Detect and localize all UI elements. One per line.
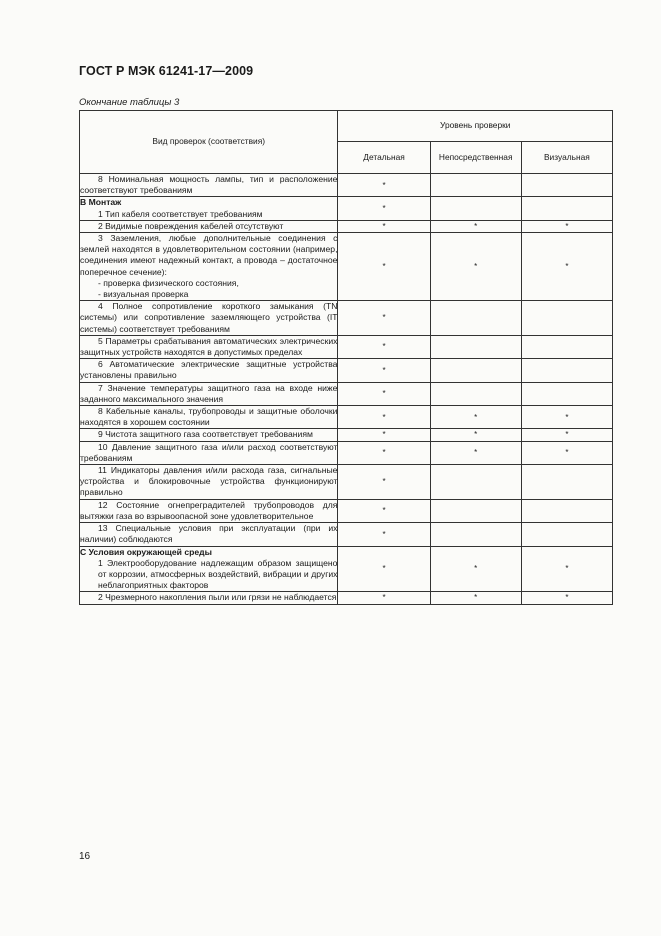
check-text: 7 Значение температуры защитного газа на входе ниже заданного максимального значения xyxy=(80,382,338,404)
table-row xyxy=(80,592,613,604)
mark-visual xyxy=(521,523,612,546)
section-heading: C Условия окружающей среды xyxy=(80,546,212,557)
mark-visual xyxy=(521,359,612,382)
mark-detailed: * xyxy=(338,441,430,464)
table-row xyxy=(80,233,613,301)
mark-detailed: * xyxy=(338,523,430,546)
mark-visual xyxy=(521,335,612,358)
mark-direct xyxy=(430,197,521,220)
check-subitem: - визуальная проверка xyxy=(98,289,189,300)
check-description xyxy=(80,499,338,522)
mark-visual xyxy=(521,382,612,405)
mark-direct xyxy=(430,523,521,546)
check-description xyxy=(80,406,338,429)
check-description xyxy=(80,220,338,232)
check-text: 1 Тип кабеля соответствует требованиям xyxy=(98,208,263,219)
table-row xyxy=(80,335,613,358)
check-text: 6 Автоматические электрические защитные устройства установлены правильно xyxy=(80,359,338,381)
check-description xyxy=(80,197,338,220)
check-description xyxy=(80,233,338,301)
check-text: 8 Кабельные каналы, трубопроводы и защитные оболочки находятся в хорошем состоянии xyxy=(80,406,338,428)
check-text: 3 Заземления, любые дополнительные соединения с землей находятся в удовлетворительном состоянии (например, соединения имеют надежный контакт, а провода – достаточное поперечное сечение): xyxy=(80,233,338,277)
mark-direct: * xyxy=(430,592,521,604)
mark-direct: * xyxy=(430,429,521,441)
column-header-level: Уровень проверки xyxy=(338,111,613,142)
check-description xyxy=(80,429,338,441)
mark-direct: * xyxy=(430,406,521,429)
check-description xyxy=(80,359,338,382)
mark-detailed: * xyxy=(338,197,430,220)
mark-direct xyxy=(430,382,521,405)
table-row xyxy=(80,220,613,232)
mark-detailed: * xyxy=(338,592,430,604)
table-row xyxy=(80,546,613,592)
mark-detailed: * xyxy=(338,499,430,522)
mark-detailed: * xyxy=(338,546,430,592)
check-description xyxy=(80,465,338,500)
mark-detailed: * xyxy=(338,233,430,301)
mark-direct xyxy=(430,335,521,358)
mark-detailed: * xyxy=(338,335,430,358)
mark-detailed: * xyxy=(338,174,430,197)
column-header-direct: Непосредственная xyxy=(430,142,521,174)
table-body xyxy=(80,174,613,605)
mark-detailed: * xyxy=(338,220,430,232)
table-caption: Окончание таблицы 3 xyxy=(79,97,180,108)
mark-visual xyxy=(521,499,612,522)
check-text: 10 Давление защитного газа и/или расход соответствуют требованиям xyxy=(80,441,338,463)
table-row xyxy=(80,197,613,220)
mark-visual: * xyxy=(521,429,612,441)
mark-direct: * xyxy=(430,441,521,464)
mark-visual xyxy=(521,197,612,220)
check-description xyxy=(80,592,338,604)
table-row xyxy=(80,465,613,500)
check-description xyxy=(80,523,338,546)
check-description xyxy=(80,174,338,197)
column-header-visual: Визуальная xyxy=(521,142,612,174)
check-text: 2 Видимые повреждения кабелей отсутствуют xyxy=(98,220,284,231)
mark-direct: * xyxy=(430,220,521,232)
table-row xyxy=(80,523,613,546)
table-row xyxy=(80,499,613,522)
check-text: 1 Электрооборудование надлежащим образом защищено от коррозии, атмосферных воздействий, вибрации и других неблагоприятных факторов xyxy=(98,557,338,591)
mark-direct xyxy=(430,359,521,382)
mark-visual: * xyxy=(521,441,612,464)
mark-direct xyxy=(430,174,521,197)
mark-detailed: * xyxy=(338,382,430,405)
table-row xyxy=(80,382,613,405)
mark-visual: * xyxy=(521,592,612,604)
check-subitem: - проверка физического состояния, xyxy=(98,277,239,288)
mark-detailed: * xyxy=(338,301,430,336)
check-description xyxy=(80,301,338,336)
check-description xyxy=(80,382,338,405)
mark-detailed: * xyxy=(338,359,430,382)
check-text: 9 Чистота защитного газа соответствует требованиям xyxy=(98,429,313,440)
mark-direct: * xyxy=(430,546,521,592)
document-header: ГОСТ Р МЭК 61241-17—2009 xyxy=(79,64,254,78)
mark-visual: * xyxy=(521,233,612,301)
mark-visual: * xyxy=(521,546,612,592)
table-row xyxy=(80,174,613,197)
table-row xyxy=(80,406,613,429)
mark-direct xyxy=(430,499,521,522)
table-row xyxy=(80,429,613,441)
check-text: 8 Номинальная мощность лампы, тип и расположение соответствуют требованиям xyxy=(80,174,338,196)
column-header-check-type: Вид проверок (соответствия) xyxy=(80,111,338,174)
mark-visual xyxy=(521,174,612,197)
mark-direct xyxy=(430,465,521,500)
mark-detailed: * xyxy=(338,465,430,500)
mark-direct: * xyxy=(430,233,521,301)
mark-visual: * xyxy=(521,220,612,232)
check-text: 4 Полное сопротивление короткого замыкания (TN системы) или сопротивление заземляющего устройства (IT системы) соответствует требованиям xyxy=(80,301,338,334)
mark-visual xyxy=(521,465,612,500)
check-text: 5 Параметры срабатывания автоматических электрических защитных устройств находятся в допустимых пределах xyxy=(80,335,338,358)
mark-visual xyxy=(521,301,612,336)
table-row xyxy=(80,301,613,336)
mark-detailed: * xyxy=(338,406,430,429)
section-heading: B Монтаж xyxy=(80,197,122,208)
check-text: 13 Специальные условия при эксплуатации (при их наличии) соблюдаются xyxy=(80,523,338,545)
check-text: 11 Индикаторы давления и/или расхода газа, сигнальные устройства и блокировочные устройства функционируют правильно xyxy=(80,465,338,498)
mark-direct xyxy=(430,301,521,336)
check-description xyxy=(80,546,338,592)
check-description xyxy=(80,335,338,358)
mark-visual: * xyxy=(521,406,612,429)
check-text: 2 Чрезмерного накопления пыли или грязи не наблюдается xyxy=(98,592,337,603)
table-row xyxy=(80,359,613,382)
column-header-detailed: Детальная xyxy=(338,142,430,174)
page-number: 16 xyxy=(79,851,91,862)
check-description xyxy=(80,441,338,464)
check-text: 12 Состояние огнепреградителей трубопроводов для вытяжки газа во взрывоопасной зоне удовлетворительное xyxy=(80,499,338,521)
table-row xyxy=(80,441,613,464)
inspection-table xyxy=(79,110,613,605)
mark-detailed: * xyxy=(338,429,430,441)
